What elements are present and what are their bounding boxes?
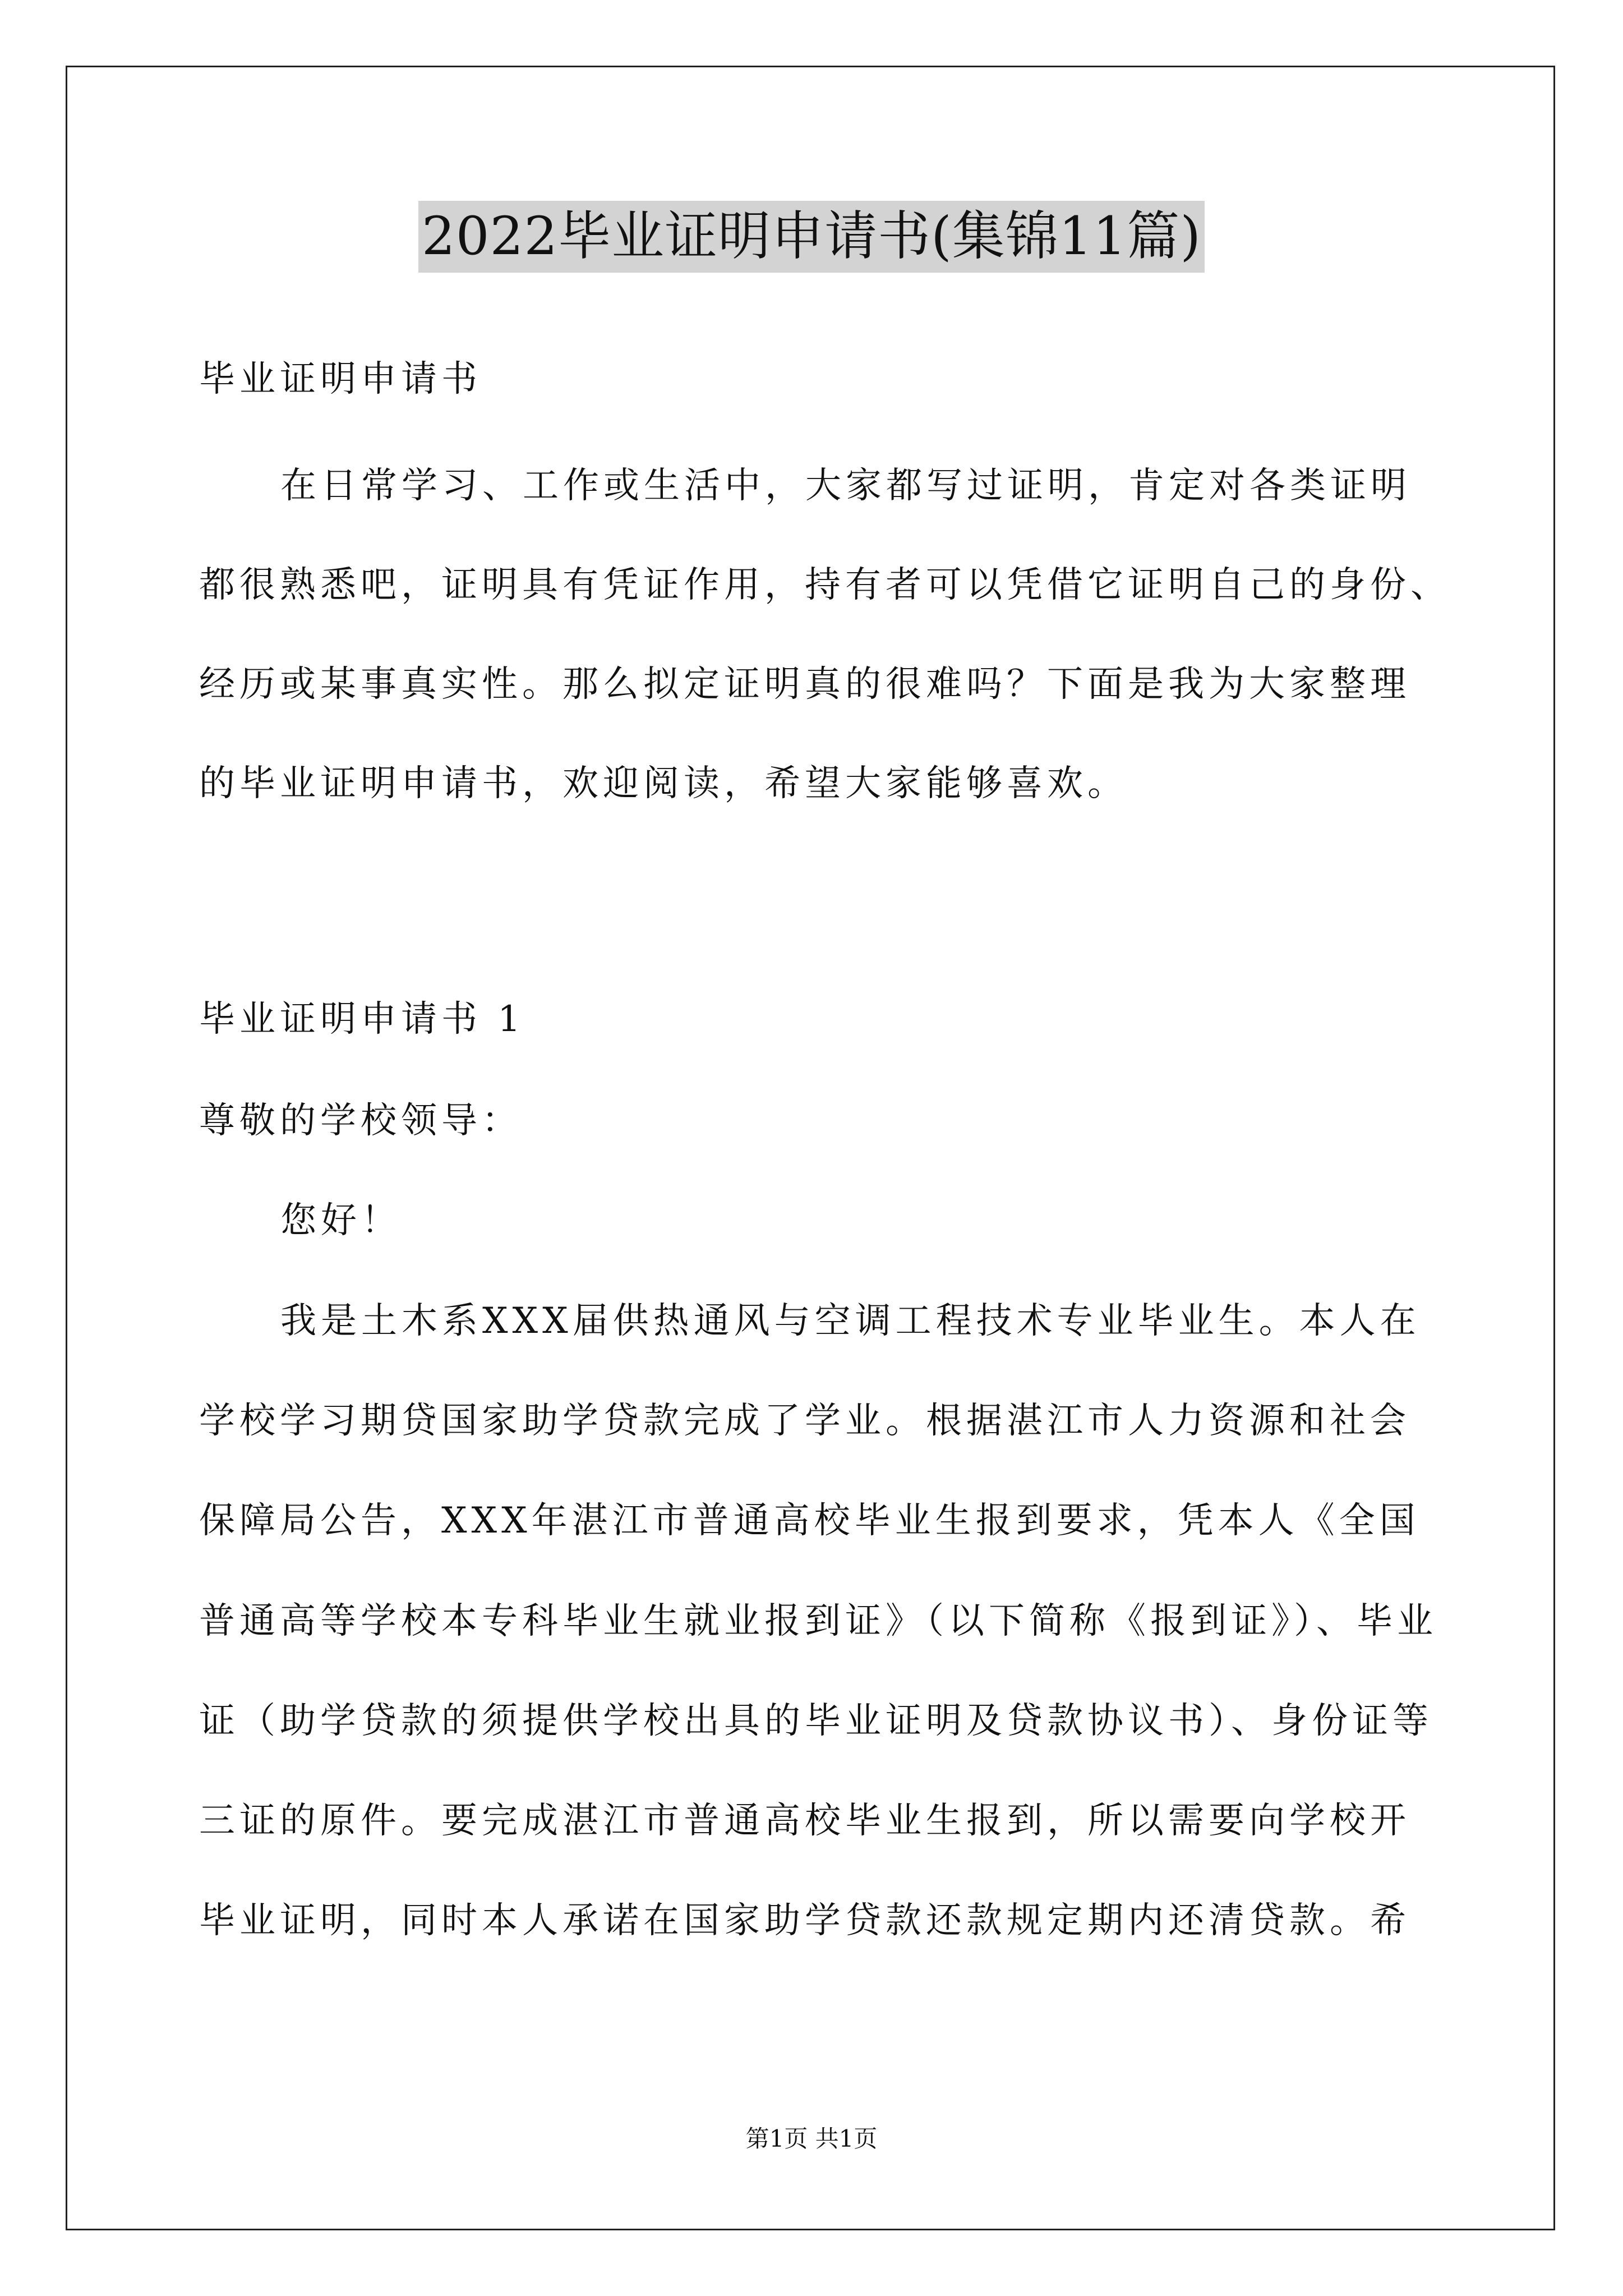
body-line: 三证的原件。要完成湛江市普通高校毕业生报到，所以需要向学校开 [199,1800,1410,1842]
body-line: 学校学习期贷国家助学贷款完成了学业。根据湛江市人力资源和社会 [199,1400,1410,1442]
intro-line: 都很熟悉吧，证明具有凭证作用，持有者可以凭借它证明自己的身份、 [199,564,1451,606]
greeting: 您好！ [280,1200,402,1241]
document-title: 2022毕业证明申请书(集锦11篇) [418,201,1205,273]
intro-line: 的毕业证明申请书，欢迎阅读，希望大家能够喜欢。 [199,763,1128,804]
body-line: 毕业证明，同时本人承诺在国家助学贷款还款规定期内还清贷款。希 [199,1900,1410,1941]
salutation: 尊敬的学校领导： [199,1100,522,1142]
body-line: 普通高等学校本专科毕业生就业报到证》（以下简称《报到证》）、毕业 [199,1600,1437,1642]
title-container [0,201,1623,273]
section-heading: 毕业证明申请书 1 [199,999,525,1040]
page-footer: 第1页 共1页 [745,2125,878,2152]
intro-line: 经历或某事真实性。那么拟定证明真的很难吗？下面是我为大家整理 [199,664,1410,705]
doc-heading: 毕业证明申请书 [199,358,482,400]
body-line: 我是土木系XXX届供热通风与空调工程技术专业毕业生。本人在 [280,1300,1421,1342]
body-line: 保障局公告，XXX年湛江市普通高校毕业生报到要求，凭本人《全国 [199,1500,1420,1542]
body-line: 证（助学贷款的须提供学校出具的毕业证明及贷款协议书）、身份证等 [199,1700,1433,1742]
intro-line: 在日常学习、工作或生活中，大家都写过证明，肯定对各类证明 [280,465,1411,507]
